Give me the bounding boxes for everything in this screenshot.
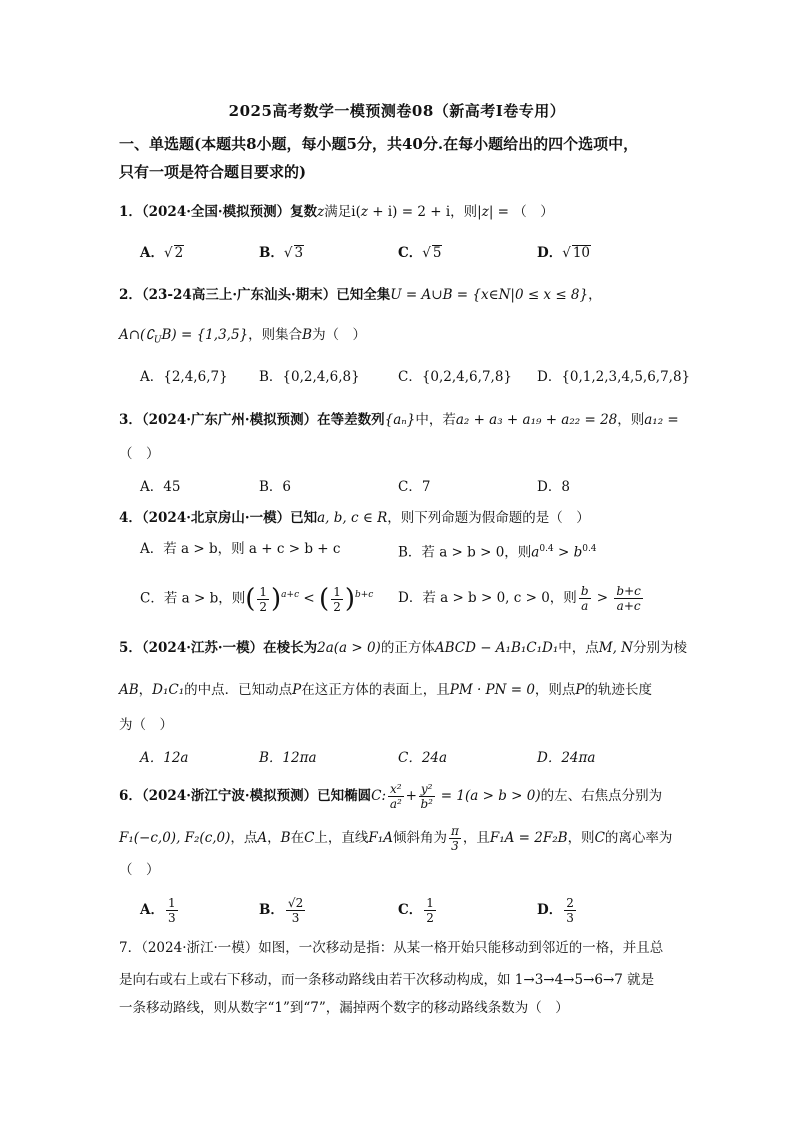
question-5-line3: 为（ ）: [119, 717, 173, 733]
q2-options: [140, 366, 691, 388]
question-5: 5．（2024·江苏·一模）在棱长为2a(a > 0)的正方体ABCD − A₁B₁C₁D₁中，点M, N分别为棱: [119, 640, 687, 656]
q5-options: [140, 747, 680, 769]
q6-option-c: C． $\frac{1}{2}$: [398, 896, 434, 925]
q4-options-row1: [140, 538, 680, 560]
q3-option-d: D．8: [537, 479, 570, 495]
q5-option-c: C．24a: [398, 750, 448, 766]
q4-options-row2: [140, 584, 680, 612]
q1-option-d: D．√ 10: [537, 245, 591, 261]
q1-option-c: C．√ 5: [398, 245, 442, 261]
q4-option-d: D．若 a > b > 0, c > 0，则 $\frac{b}{a}$ > $\frac{b+c}{a+c}$: [398, 584, 641, 613]
q2-option-c: C．{0,2,4,6,7,8}: [398, 369, 512, 385]
q3-option-b: B．6: [259, 479, 292, 495]
question-7-line3: 一条移动路线，则从数字“1”到“7”，漏掉两个数字的移动路线条数为（ ）: [119, 1000, 569, 1016]
section-heading-line2: 只有一项是符合题目要求的): [119, 163, 307, 181]
q5-option-a: A．12a: [140, 750, 189, 766]
question-3: 3．（2024·广东广州·模拟预测）在等差数列{aₙ}中，若a₂ + a₃ + a₁₉ + a₂₂ = 28，则a₁₂ =: [119, 412, 679, 428]
q4-option-c: C．若 a > b，则( $\frac{1}{2}$ )$^{a+c}$ < ( $\frac{1}{2}$ )$^{b+c}$: [140, 584, 374, 614]
q6-options: [140, 896, 680, 926]
q6-option-d: D． $\frac{2}{3}$: [537, 896, 574, 925]
q2-option-d: D．{0,1,2,3,4,5,6,7,8}: [537, 369, 691, 385]
q3-option-a: A．45: [140, 479, 181, 495]
q3-option-c: C．7: [398, 479, 431, 495]
q1-options: [140, 242, 680, 264]
q6-option-b: B． $\frac{√2}{3}$: [259, 896, 304, 925]
question-5-line2: AB，D₁C₁的中点．已知动点P在这正方体的表面上，且PM · PN = 0，则点P的轨迹长度: [119, 682, 653, 698]
section-heading: [119, 130, 679, 186]
question-2: 2．（23-24高三上·广东汕头·期末）已知全集U = A∪B = {x∈N|0 ≤ x ≤ 8}，: [119, 287, 602, 303]
q2-option-a: A．{2,4,6,7}: [140, 369, 228, 385]
question-6-line2: F₁(−c,0), F₂(c,0)，点A，B在C上，直线F₁A倾斜角为 $\frac{\pi}{3}$ ，且F₁A = 2F₂B，则C的离心率为: [119, 824, 673, 853]
q4-option-a: A．若 a > b，则 a + c > b + c: [140, 541, 341, 557]
q4-option-b: B．若 a > b > 0，则$a^{0.4} > b^{0.4}$: [398, 544, 597, 561]
question-3-line2: （ ）: [119, 446, 160, 462]
q6-option-a: A． $\frac{1}{3}$: [140, 896, 176, 925]
q1-option-a: A．√ 2: [140, 245, 184, 261]
q1-stem: 1．（2024·全国·模拟预测）复数: [119, 204, 318, 220]
q1-option-b: B．√ 3: [259, 245, 304, 261]
question-6-line3: （ ）: [119, 862, 160, 878]
section-heading-line1: 一、单选题(本题共8小题，每小题5分，共40分.在每小题给出的四个选项中，: [119, 135, 639, 153]
question-7-line1: 7．（2024·浙江·一模）如图，一次移动是指：从某一格开始只能移动到邻近的一格，并且总: [119, 940, 664, 956]
q3-options: [140, 476, 680, 498]
question-4: 4．（2024·北京房山·一模）已知a, b, c ∈ R，则下列命题为假命题的是（ ）: [119, 510, 590, 526]
question-6: 6．（2024·浙江宁波·模拟预测）已知椭圆C: $\frac{\text{x²}}{\text{a²}}$ + $\frac{\text{y²}}{\text{b²}}$ = 1(a > b > 0)的左、右焦点分别为: [119, 782, 663, 811]
q5-option-b: B．12πa: [259, 750, 317, 766]
q2-option-b: B．{0,2,4,6,8}: [259, 369, 360, 385]
question-2-line2: $A\cap(∁_UB) = \{1,3,5\}$，则集合B为（ ）: [119, 327, 367, 346]
question-7-line2: 是向右或右上或右下移动，而一条移动路线由若干次移动构成，如 1→3→4→5→6→7 就是: [119, 972, 655, 988]
q5-option-d: D．24πa: [537, 750, 596, 766]
page-title: 2025高考数学一模预测卷08（新高考Ⅰ卷专用）: [228, 102, 566, 120]
question-1: 1．（2024·全国·模拟预测）复数z满足i(z + i) = 2 + i，则|z| = （ ）: [119, 204, 554, 220]
